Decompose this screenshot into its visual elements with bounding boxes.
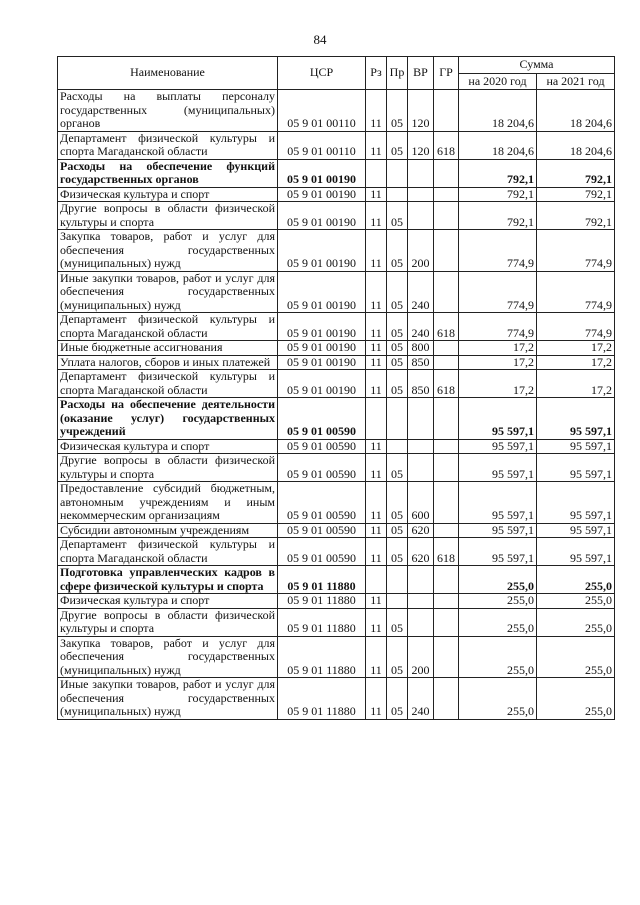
row-amount-2021: 95 597,1 [537,454,615,482]
row-name: Физическая культура и спорт [58,187,278,202]
row-rz: 11 [366,90,387,132]
row-amount-2020: 17,2 [459,341,537,356]
table-row [58,636,615,678]
row-name: Иные закупки товаров, работ и услуг для обеспечения государственных (муниципальных) нужд [58,271,278,313]
row-pr [387,398,408,440]
header-gr: ГР [434,57,459,90]
row-rz: 11 [366,341,387,356]
row-csr: 05 9 01 00590 [278,454,366,482]
header-sum: Сумма [459,57,615,74]
row-name: Другие вопросы в области физической культуры и спорта [58,608,278,636]
row-amount-2020: 95 597,1 [459,538,537,566]
row-amount-2020: 255,0 [459,566,537,594]
row-amount-2020: 774,9 [459,230,537,272]
row-name: Физическая культура и спорт [58,439,278,454]
row-csr: 05 9 01 11880 [278,566,366,594]
row-gr [434,439,459,454]
row-amount-2021: 255,0 [537,566,615,594]
row-amount-2020: 95 597,1 [459,454,537,482]
row-gr [434,398,459,440]
row-vr: 120 [408,131,434,159]
row-name: Другие вопросы в области физической культуры и спорта [58,202,278,230]
row-amount-2021: 255,0 [537,608,615,636]
table-row [58,341,615,356]
row-rz: 11 [366,594,387,609]
row-pr: 05 [387,482,408,524]
row-vr [408,439,434,454]
row-vr [408,159,434,187]
row-csr: 05 9 01 00190 [278,341,366,356]
row-gr: 618 [434,131,459,159]
row-amount-2021: 95 597,1 [537,439,615,454]
row-gr [434,482,459,524]
row-name: Другие вопросы в области физической культуры и спорта [58,454,278,482]
header-pr: Пр [387,57,408,90]
row-amount-2020: 774,9 [459,271,537,313]
row-name: Уплата налогов, сборов и иных платежей [58,355,278,370]
row-rz: 11 [366,678,387,720]
row-rz: 11 [366,230,387,272]
row-csr: 05 9 01 00590 [278,523,366,538]
row-amount-2020: 255,0 [459,608,537,636]
row-name: Департамент физической культуры и спорта Магаданской области [58,370,278,398]
header-csr: ЦСР [278,57,366,90]
row-amount-2020: 18 204,6 [459,90,537,132]
row-vr: 800 [408,341,434,356]
row-pr: 05 [387,131,408,159]
row-name: Физическая культура и спорт [58,594,278,609]
row-amount-2020: 17,2 [459,355,537,370]
row-amount-2021: 18 204,6 [537,90,615,132]
row-amount-2020: 95 597,1 [459,398,537,440]
row-vr: 600 [408,482,434,524]
budget-table [57,56,615,720]
row-gr [434,608,459,636]
row-csr: 05 9 01 00190 [278,187,366,202]
row-vr: 240 [408,678,434,720]
header-name: Наименование [58,57,278,90]
header-vr: ВР [408,57,434,90]
page-number: 84 [313,32,327,47]
row-vr: 850 [408,370,434,398]
table-row [58,454,615,482]
row-rz: 11 [366,608,387,636]
row-name: Предоставление субсидий бюджетным, автономным учреждениям и иным некоммерческим организациям [58,482,278,524]
row-gr: 618 [434,538,459,566]
table-row [58,202,615,230]
row-csr: 05 9 01 00190 [278,355,366,370]
row-rz: 11 [366,454,387,482]
row-rz: 11 [366,313,387,341]
table-row [58,594,615,609]
table-row [58,313,615,341]
table-row [58,482,615,524]
row-rz: 11 [366,370,387,398]
row-amount-2021: 774,9 [537,230,615,272]
row-amount-2020: 792,1 [459,159,537,187]
row-pr: 05 [387,230,408,272]
row-gr [434,341,459,356]
row-rz: 11 [366,538,387,566]
table-row [58,355,615,370]
row-vr: 120 [408,90,434,132]
row-pr: 05 [387,202,408,230]
table-row [58,271,615,313]
row-name: Департамент физической культуры и спорта Магаданской области [58,313,278,341]
row-rz: 11 [366,355,387,370]
row-name: Закупка товаров, работ и услуг для обеспечения государственных (муниципальных) нужд [58,636,278,678]
table-row [58,566,615,594]
row-gr [434,594,459,609]
row-gr [434,636,459,678]
row-name: Департамент физической культуры и спорта Магаданской области [58,538,278,566]
row-gr [434,678,459,720]
table-row [58,90,615,132]
row-rz: 11 [366,202,387,230]
row-gr [434,454,459,482]
row-csr: 05 9 01 00190 [278,370,366,398]
row-csr: 05 9 01 00590 [278,439,366,454]
row-pr: 05 [387,608,408,636]
row-amount-2021: 17,2 [537,370,615,398]
table-row [58,398,615,440]
row-csr: 05 9 01 00190 [278,159,366,187]
row-amount-2021: 255,0 [537,678,615,720]
row-pr [387,594,408,609]
row-name: Подготовка управленческих кадров в сфере физической культуры и спорта [58,566,278,594]
row-amount-2021: 774,9 [537,271,615,313]
row-csr: 05 9 01 00190 [278,313,366,341]
row-csr: 05 9 01 11880 [278,636,366,678]
row-pr [387,566,408,594]
row-vr: 240 [408,271,434,313]
row-pr: 05 [387,341,408,356]
row-rz: 11 [366,523,387,538]
table-row [58,538,615,566]
row-amount-2021: 95 597,1 [537,398,615,440]
row-rz: 11 [366,482,387,524]
row-vr [408,398,434,440]
row-amount-2020: 95 597,1 [459,482,537,524]
row-name: Расходы на обеспечение функций государственных органов [58,159,278,187]
table-row [58,439,615,454]
row-name: Расходы на выплаты персоналу государственных (муниципальных) органов [58,90,278,132]
row-pr: 05 [387,523,408,538]
table-row [58,131,615,159]
row-gr [434,566,459,594]
row-amount-2021: 255,0 [537,636,615,678]
row-gr [434,355,459,370]
row-rz [366,566,387,594]
row-rz [366,398,387,440]
row-rz: 11 [366,636,387,678]
row-vr [408,454,434,482]
row-pr [387,439,408,454]
row-gr [434,230,459,272]
row-name: Закупка товаров, работ и услуг для обеспечения государственных (муниципальных) нужд [58,230,278,272]
row-amount-2020: 255,0 [459,678,537,720]
row-name: Иные бюджетные ассигнования [58,341,278,356]
row-gr [434,159,459,187]
row-amount-2021: 17,2 [537,341,615,356]
row-vr: 620 [408,523,434,538]
table-row [58,187,615,202]
row-pr: 05 [387,678,408,720]
header-year-2021: на 2021 год [537,74,615,90]
row-amount-2021: 95 597,1 [537,538,615,566]
row-pr: 05 [387,90,408,132]
row-pr: 05 [387,355,408,370]
row-gr [434,523,459,538]
header-rz: Рз [366,57,387,90]
row-pr: 05 [387,454,408,482]
table-row [58,523,615,538]
row-vr [408,608,434,636]
row-gr: 618 [434,313,459,341]
row-csr: 05 9 01 11880 [278,594,366,609]
row-pr: 05 [387,271,408,313]
row-amount-2020: 18 204,6 [459,131,537,159]
row-pr: 05 [387,636,408,678]
row-gr: 618 [434,370,459,398]
row-pr: 05 [387,538,408,566]
row-amount-2020: 255,0 [459,594,537,609]
table-row [58,678,615,720]
row-csr: 05 9 01 00190 [278,271,366,313]
row-amount-2020: 774,9 [459,313,537,341]
row-amount-2020: 17,2 [459,370,537,398]
row-amount-2021: 774,9 [537,313,615,341]
row-pr [387,187,408,202]
row-vr: 200 [408,230,434,272]
row-csr: 05 9 01 00190 [278,230,366,272]
row-amount-2021: 792,1 [537,159,615,187]
row-amount-2020: 95 597,1 [459,523,537,538]
row-rz: 11 [366,131,387,159]
row-amount-2021: 17,2 [537,355,615,370]
table-row [58,159,615,187]
row-gr [434,90,459,132]
row-gr [434,202,459,230]
row-csr: 05 9 01 11880 [278,608,366,636]
row-pr: 05 [387,370,408,398]
row-gr [434,187,459,202]
row-amount-2021: 792,1 [537,202,615,230]
row-amount-2020: 255,0 [459,636,537,678]
row-pr [387,159,408,187]
row-name: Иные закупки товаров, работ и услуг для обеспечения государственных (муниципальных) нужд [58,678,278,720]
table-row [58,608,615,636]
row-rz: 11 [366,439,387,454]
header-year-2020: на 2020 год [459,74,537,90]
row-vr [408,187,434,202]
row-amount-2021: 255,0 [537,594,615,609]
table-row [58,230,615,272]
row-csr: 05 9 01 00590 [278,482,366,524]
row-amount-2021: 18 204,6 [537,131,615,159]
row-csr: 05 9 01 00110 [278,90,366,132]
row-name: Субсидии автономным учреждениям [58,523,278,538]
row-name: Расходы на обеспечение деятельности (оказание услуг) государственных учреждений [58,398,278,440]
table-row [58,370,615,398]
row-vr: 240 [408,313,434,341]
row-amount-2020: 792,1 [459,202,537,230]
row-vr [408,566,434,594]
row-rz: 11 [366,187,387,202]
row-name: Департамент физической культуры и спорта Магаданской области [58,131,278,159]
row-vr [408,594,434,609]
row-amount-2020: 95 597,1 [459,439,537,454]
row-csr: 05 9 01 11880 [278,678,366,720]
row-amount-2021: 95 597,1 [537,523,615,538]
row-csr: 05 9 01 00590 [278,398,366,440]
row-rz [366,159,387,187]
row-vr [408,202,434,230]
row-amount-2021: 792,1 [537,187,615,202]
row-csr: 05 9 01 00190 [278,202,366,230]
row-csr: 05 9 01 00110 [278,131,366,159]
row-amount-2021: 95 597,1 [537,482,615,524]
row-vr: 200 [408,636,434,678]
row-vr: 620 [408,538,434,566]
row-gr [434,271,459,313]
row-rz: 11 [366,271,387,313]
row-vr: 850 [408,355,434,370]
row-csr: 05 9 01 00590 [278,538,366,566]
row-pr: 05 [387,313,408,341]
row-amount-2020: 792,1 [459,187,537,202]
table-body [58,90,615,720]
